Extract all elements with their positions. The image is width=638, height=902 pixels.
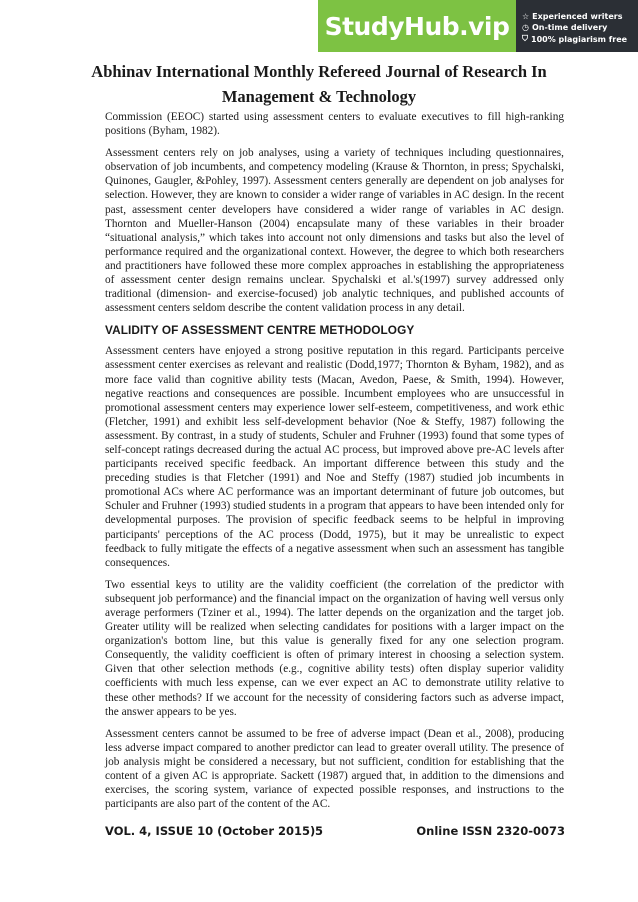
body-paragraph: Assessment centers rely on job analyses, using a variety of techniques including questionnaires, observation of job incumbents, and competency modeling (Krause & Thornton, in press; Spychalski, Quinones, Gaugler, &Pohley, 1997). Assessment centers generally are dependent on job analyses for selection. However, they are known to consider a wider range of variables in AC design. In the recent past, assessment center developers have considered a wider range of variables in AC design. Thornton and Mueller-Hanson (2004) encapsulate many of these variables in their broader “situational analysis,” which takes into account not only dimensions and tasks but also the level of performance required and the organizational context. However, the degree to which both researchers and practitioners have followed these more complex approaches in establishing the appropriateness of assessment center design remains unclear. Spychalski et al.'s(1997) survey addressed only traditional (dimension- and exercise-focused) job analytic techniques, and published accounts of assessment centers seldom describe the content validation process in any detail. <box>105 147 564 315</box>
page-footer <box>105 824 565 842</box>
body-paragraph: Assessment centers have enjoyed a strong positive reputation in this regard. Participants perceive assessment center exercises as relevant and realistic (Dodd,1977; Thornton & Byham, 1982), and as more face valid than cognitive ability tests (Macan, Avedon, Paese, & Smith, 1994). However, negative reactions and consequences are possible. Incumbent employees who are unsuccessful in promotional assessment centers may experience lower self-esteem, competitiveness, and work ethic (Fletcher, 1991) and exhibit less self-development behavior (Noe & Steffy, 1987) following the assessment. By contrast, in a study of students, Schuler and Fruhner (1993) found that some types of self-concept ratings decreased during the actual AC process, but improved above pre-AC levels after participants received specific feedback. An important difference between this study and the preceding studies is that Fletcher (1991) and Noe and Steffy (1987) studied job incumbents in promotional ACs where AC performance was an important determinant of future job outcomes, but Schuler and Fruhner (1993) studied students in a program that appears to have been intended only for developmental purposes. The provision of specific feedback seems to be helpful in improving participants' perceptions of the AC process (Dodd, 1975), but it may be unrealistic to expect feedback to fully mitigate the effects of a negative assessment when such an assessment has tangible consequences. <box>105 345 564 569</box>
banner-feature-list <box>516 0 638 52</box>
body-paragraph: Assessment centers cannot be assumed to be free of adverse impact (Dean et al., 2008), producing less adverse impact compared to another predictor can lead to greater overall utility. The presence of job analysis might be considered a necessary, but not sufficient, condition for establishing that the content of a given AC is appropriate. Sackett (1987) argued that, in addition to the dimensions and exercises, the scoring system, variance of expected possible responses, and instructions to the participants are also part of the content of the AC. <box>105 727 564 811</box>
journal-title-line1: Abhinav International Monthly Refereed Journal of Research In <box>91 62 547 81</box>
watermark-banner <box>318 0 638 52</box>
journal-title-line2: Management & Technology <box>221 87 417 106</box>
footer-page-number: 5 <box>315 824 324 838</box>
body-paragraph: Two essential keys to utility are the validity coefficient (the correlation of the predictor with subsequent job performance) and the financial impact on the organization of having well versus only average performers (Tziner et al., 1994). The latter depends on the organization and the target job. Greater utility will be realized when selecting candidates for positions with a larger impact on the organization's bottom line, but this value is generally fixed for any one selection program. Consequently, the validity coefficient is often of primary interest in choosing a selection system. Given that other selection methods (e.g., cognitive ability tests) often display superior validity coefficients with much less expense, can we ever expect an AC to demonstrate utility relative to these other methods? If we account for the necessity of considering factors such as adverse impact, the answer appears to be yes. <box>105 578 564 718</box>
studyhub-logo: StudyHub.vip <box>318 0 516 52</box>
footer-volume: VOL. 4, ISSUE 10 (October 2015) <box>105 824 316 838</box>
section-heading: VALIDITY OF ASSESSMENT CENTRE METHODOLOGY <box>105 323 415 338</box>
article-body <box>105 110 564 819</box>
footer-issn: Online ISSN 2320-0073 <box>416 824 565 838</box>
banner-feature-item: ◷ On-time delivery <box>522 23 608 32</box>
shield-icon: ⛉ <box>522 34 528 43</box>
banner-feature-item: ⛉ 100% plagiarism free <box>522 34 628 44</box>
star-icon: ☆ <box>522 12 530 21</box>
banner-feature-item: ☆ Experienced writers <box>522 12 623 21</box>
body-paragraph: Commission (EEOC) started using assessment centers to evaluate executives to fill high-ranking positions (Byham, 1982). <box>105 111 564 138</box>
clock-icon: ◷ <box>522 23 529 32</box>
